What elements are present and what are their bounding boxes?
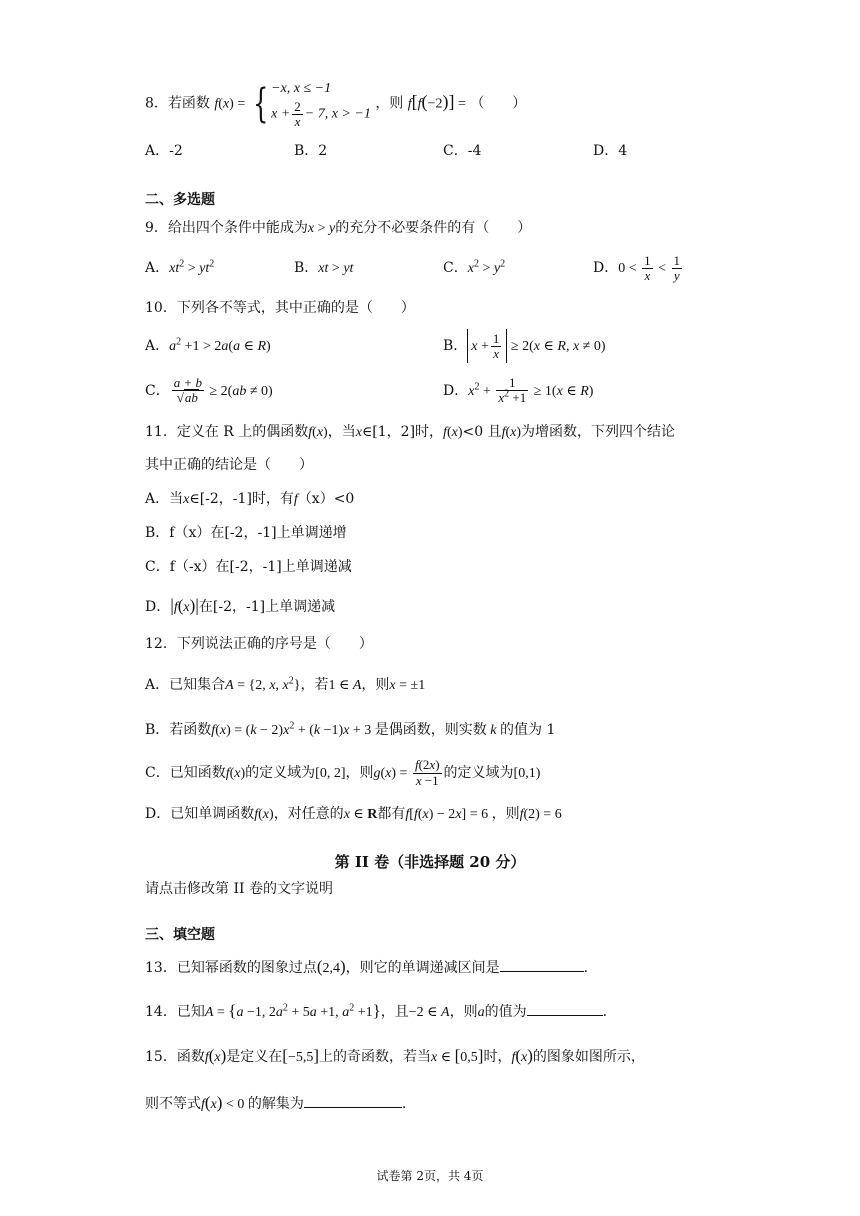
question-8: 8．若函数 f(x) = { −x, x ≤ −1 x + $\frac{2}{x}$ − 7, x > −1 ，则 f[f(−2)] = （ ） bbox=[145, 78, 526, 129]
question-13: 13．已知幂函数的图象过点(2,4)，则它的单调递减区间是 . bbox=[145, 957, 589, 976]
question-12: 12．下列说法正确的序号是（ ） bbox=[145, 636, 373, 652]
q9-option-d: D．0 < $\frac{1}{x}$ < $\frac{1}{y}$ bbox=[593, 252, 681, 283]
part-2-title: 第 II 卷（非选择题 20 分） bbox=[334, 853, 526, 871]
q11-option-d: D．|f(x)|在[-2，-1]上单调递减 bbox=[145, 595, 336, 615]
q11-option-c: C．f（-x）在[-2，-1]上单调递减 bbox=[145, 559, 352, 575]
q10-option-d: D．$x^2$ + $\frac{1}{x^2 +1}$ ≥ 1(x ∈ R) bbox=[443, 375, 594, 405]
q10-option-c: C． $\frac{a + b}{√ab}$ ≥ 2(ab ≠ 0) bbox=[145, 375, 273, 405]
question-15: 15．函数f(x)是定义在[−5,5]上的奇函数，若当x ∈ [0,5]时，f(x)的图象如图所示， bbox=[145, 1046, 645, 1065]
q9-option-c: C．$x^2 > y^2$ bbox=[443, 258, 506, 276]
q10-option-a: A．$a^2 +1 > 2a(a$ ∈ R) bbox=[145, 336, 271, 354]
q12-option-a: A．已知集合A = {2, x, $x^2$}，若1 ∈ A，则x = ±1 bbox=[145, 675, 426, 693]
q8-option-c: C．-4 bbox=[443, 143, 482, 159]
q8-option-d: D．4 bbox=[593, 143, 628, 159]
part-2-note[interactable]: 请点击修改第 II 卷的文字说明 bbox=[145, 881, 333, 897]
section-title-multi-choice: 二、多选题 bbox=[145, 192, 215, 208]
q15-line-2: 则不等式f(x) < 0 的解集为 . bbox=[145, 1093, 407, 1112]
q14-answer-blank[interactable] bbox=[527, 1001, 603, 1016]
question-14: 14．已知A = {a −1, $2a^2 + 5a +1$, $a^2 +1$}，且−2 ∈ A，则a的值为 . bbox=[145, 1001, 608, 1020]
question-11: 11．定义在 R 上的偶函数f(x)，当x∈[1，2]时，f(x)<0 且f(x)为增函数，下列四个结论 bbox=[145, 424, 676, 440]
q8-case-1: −x, x ≤ −1 bbox=[271, 81, 332, 96]
q12-option-b: B．若函数$f(x) = (k - 2)x^2 + (k -1)x + 3$ 是偶函数，则实数 k 的值为 1 bbox=[145, 720, 556, 738]
q9-option-a: A．$xt^2 > yt^2$ bbox=[145, 258, 215, 276]
q11-option-b: B．f（x）在[-2，-1]上单调递增 bbox=[145, 525, 347, 541]
q11-option-a: A．当x∈[-2，-1]时，有f（x）<0 bbox=[145, 491, 355, 507]
q8-option-b: B．2 bbox=[294, 143, 328, 159]
q15-answer-blank[interactable] bbox=[304, 1093, 402, 1108]
q8-paren: （ ） bbox=[470, 95, 527, 112]
page-footer: 试卷第 2页，共 4页 bbox=[376, 1169, 484, 1183]
q8-mid: ，则 bbox=[375, 95, 404, 112]
q12-option-d: D．已知单调函数f(x)，对任意的x ∈ R都有f[f(x) − 2x] = 6 ，则f(2) = 6 bbox=[145, 806, 562, 822]
section-title-fill-blank: 三、填空题 bbox=[145, 927, 215, 943]
q13-answer-blank[interactable] bbox=[500, 957, 584, 972]
q8-prefix: 8．若函数 bbox=[145, 95, 210, 112]
q11-line-2: 其中正确的结论是（ ） bbox=[145, 457, 313, 473]
q12-option-c: C．已知函数f(x)的定义域为[0, 2]，则g(x) = $\frac{f(2x)}{x -1}$ 的定义域为[0,1) bbox=[145, 756, 541, 788]
question-9: 9．给出四个条件中能成为x > y的充分不必要条件的有（ ） bbox=[145, 220, 532, 236]
q8-option-a: A．-2 bbox=[145, 143, 183, 159]
q8-case-2-tail: − 7, x > −1 bbox=[304, 106, 371, 122]
q10-option-b: B． x + $\frac{1}{x}$ ≥ 2(x ∈ R, x ≠ 0) bbox=[443, 328, 606, 365]
q9-option-b: B．xt > yt bbox=[294, 260, 354, 276]
q8-piecewise: −x, x ≤ −1 x + $\frac{2}{x}$ − 7, x > −1 bbox=[271, 78, 371, 129]
question-10: 10．下列各不等式，其中正确的是（ ） bbox=[145, 300, 415, 316]
